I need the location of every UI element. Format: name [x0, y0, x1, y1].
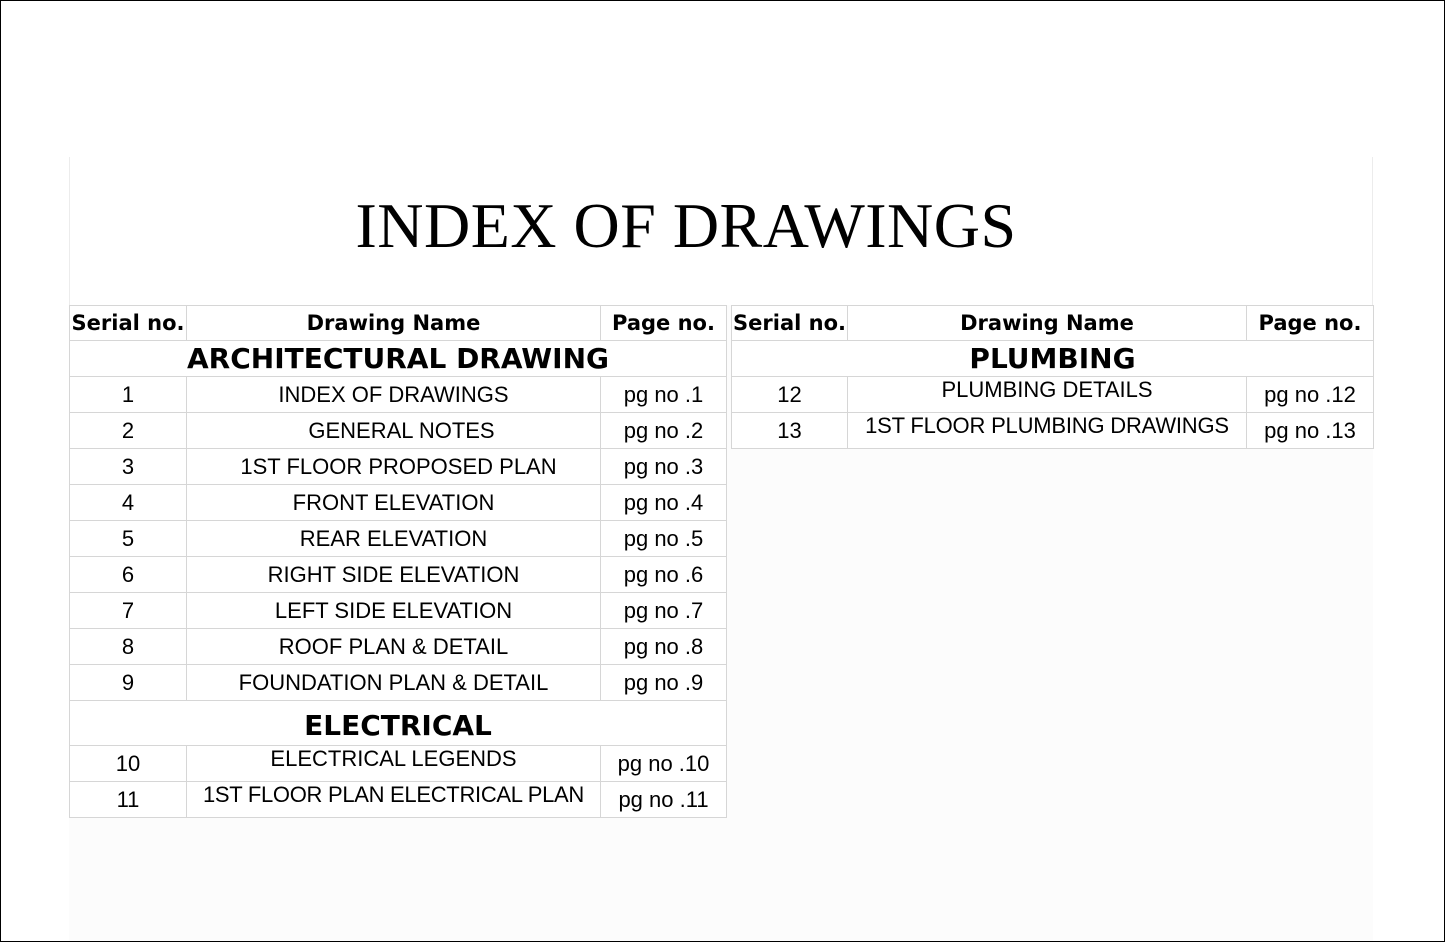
page-cell: pg no .1 [601, 377, 727, 413]
table-header-row [70, 306, 727, 341]
serial-cell: 3 [70, 449, 187, 485]
drawing-name-cell: GENERAL NOTES [187, 413, 601, 449]
table-row [70, 746, 727, 782]
serial-cell: 9 [70, 665, 187, 701]
page-cell: pg no .6 [601, 557, 727, 593]
serial-cell: 13 [732, 413, 848, 449]
drawing-name-cell: FRONT ELEVATION [187, 485, 601, 521]
section-heading-plumbing: PLUMBING [732, 341, 1374, 377]
drawing-name-cell: ELECTRICAL LEGENDS [187, 746, 601, 782]
page-cell: pg no .4 [601, 485, 727, 521]
page-cell: pg no .10 [601, 746, 727, 782]
table-row [70, 593, 727, 629]
serial-cell: 10 [70, 746, 187, 782]
serial-cell: 7 [70, 593, 187, 629]
serial-cell: 1 [70, 377, 187, 413]
serial-cell: 8 [70, 629, 187, 665]
serial-cell: 12 [732, 377, 848, 413]
drawing-name-cell: LEFT SIDE ELEVATION [187, 593, 601, 629]
serial-cell: 4 [70, 485, 187, 521]
table-row [70, 665, 727, 701]
drawing-name-cell: REAR ELEVATION [187, 521, 601, 557]
section-heading-architectural: ARCHITECTURAL DRAWING [70, 341, 727, 377]
page-title: INDEX OF DRAWINGS [355, 190, 1017, 261]
serial-cell: 6 [70, 557, 187, 593]
table-row [70, 782, 727, 818]
page-cell: pg no .8 [601, 629, 727, 665]
drawing-name-cell: 1ST FLOOR PLAN ELECTRICAL PLAN [187, 782, 601, 818]
table-row [70, 377, 727, 413]
table-row [732, 377, 1374, 413]
page-header: Page no. [601, 306, 727, 341]
drawing-name-cell: ROOF PLAN & DETAIL [187, 629, 601, 665]
page-cell: pg no .5 [601, 521, 727, 557]
drawing-name-cell: FOUNDATION PLAN & DETAIL [187, 665, 601, 701]
drawing-name-header: Drawing Name [848, 306, 1247, 341]
section-row-plumbing [732, 341, 1374, 377]
table-row [70, 629, 727, 665]
drawing-index-table-left [69, 305, 727, 818]
serial-header: Serial no. [732, 306, 848, 341]
table-header-row [732, 306, 1374, 341]
page-cell: pg no .13 [1247, 413, 1374, 449]
serial-header: Serial no. [70, 306, 187, 341]
section-row-electrical [70, 701, 727, 746]
serial-cell: 11 [70, 782, 187, 818]
drawing-index-table-right [731, 305, 1374, 449]
table-row [70, 521, 727, 557]
section-heading-electrical: ELECTRICAL [70, 701, 727, 746]
serial-cell: 5 [70, 521, 187, 557]
drawing-name-cell: PLUMBING DETAILS [848, 377, 1247, 413]
table-row [70, 557, 727, 593]
page-cell: pg no .12 [1247, 377, 1374, 413]
drawing-name-header: Drawing Name [187, 306, 601, 341]
table-row [70, 449, 727, 485]
page-cell: pg no .9 [601, 665, 727, 701]
page-cell: pg no .3 [601, 449, 727, 485]
drawing-name-cell: 1ST FLOOR PLUMBING DRAWINGS [848, 413, 1247, 449]
page-cell: pg no .11 [601, 782, 727, 818]
page-header: Page no. [1247, 306, 1374, 341]
table-row [70, 413, 727, 449]
table-row [732, 413, 1374, 449]
drawing-name-cell: RIGHT SIDE ELEVATION [187, 557, 601, 593]
drawing-name-cell: INDEX OF DRAWINGS [187, 377, 601, 413]
serial-cell: 2 [70, 413, 187, 449]
page-cell: pg no .7 [601, 593, 727, 629]
drawing-name-cell: 1ST FLOOR PROPOSED PLAN [187, 449, 601, 485]
page-cell: pg no .2 [601, 413, 727, 449]
table-row [70, 485, 727, 521]
section-row-architectural [70, 341, 727, 377]
